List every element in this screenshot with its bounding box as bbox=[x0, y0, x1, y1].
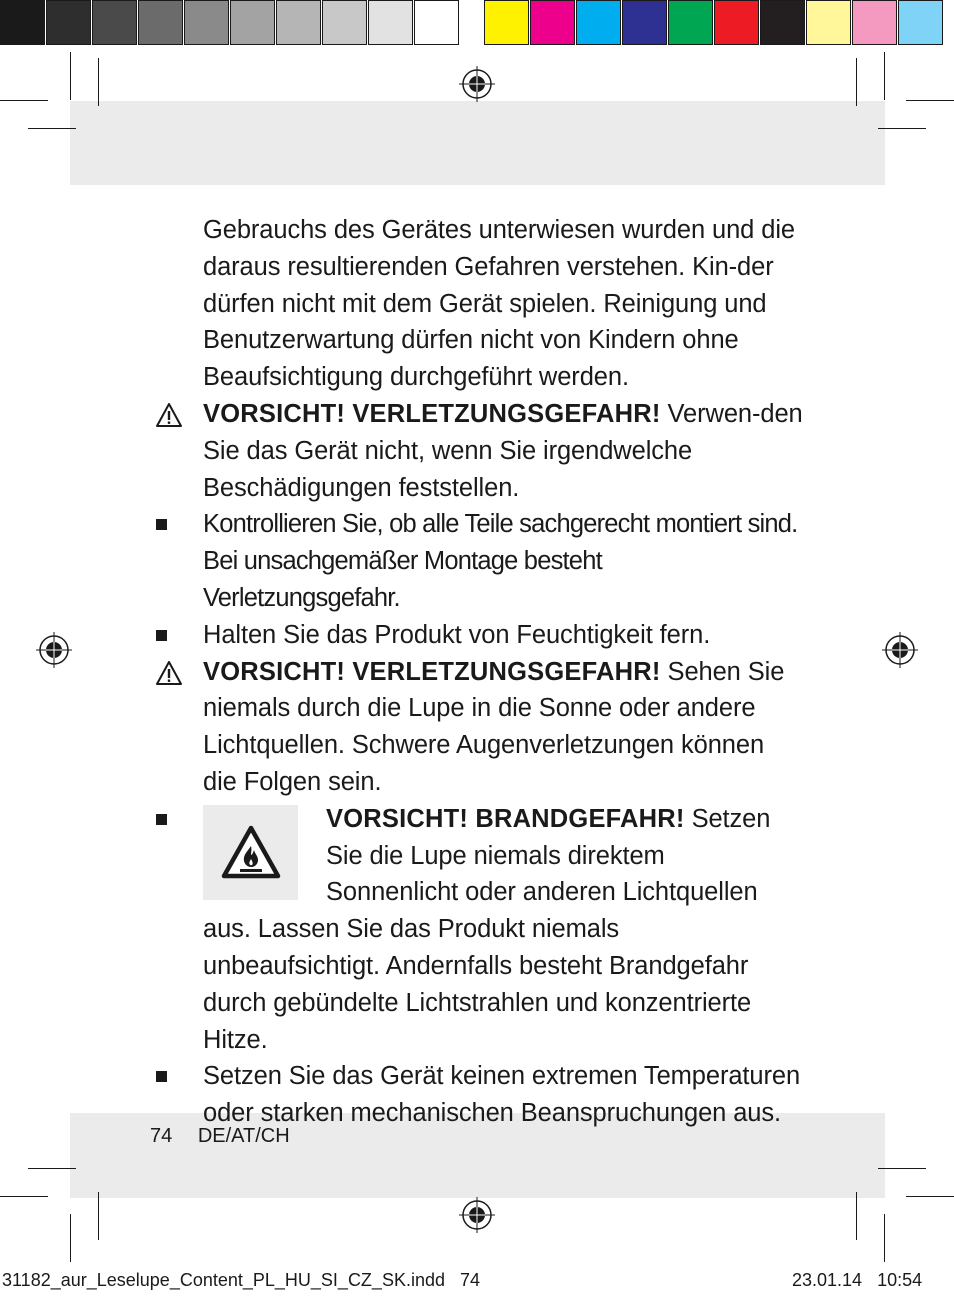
color-swatch bbox=[576, 0, 621, 45]
grayscale-color-bar bbox=[0, 0, 460, 50]
color-swatch bbox=[760, 0, 805, 45]
warning-text: Verwen-den Sie das Gerät nicht, wenn Sie irgendwelche Beschädigungen feststellen. bbox=[203, 399, 803, 502]
gray-swatch bbox=[138, 0, 183, 45]
bullet-text: Kontrollieren Sie, ob alle Teile sachgerecht montiert sind. Bei unsachgemäßer Montage besteht Verletzungsgefahr. bbox=[203, 510, 798, 612]
warning-injury-2 bbox=[203, 654, 803, 801]
region-label: DE/AT/CH bbox=[197, 1125, 290, 1147]
warning-heading: VORSICHT! VERLETZUNGSGEFAHR! bbox=[203, 399, 661, 428]
registration-mark-icon bbox=[36, 632, 72, 668]
fire-warning-heading: VORSICHT! BRANDGEFAHR! bbox=[326, 804, 685, 833]
crop-mark bbox=[98, 58, 99, 106]
crop-mark bbox=[884, 1214, 885, 1262]
registration-mark-icon bbox=[459, 1197, 495, 1233]
gray-swatch bbox=[414, 0, 459, 45]
bullet-item bbox=[203, 1058, 803, 1132]
color-swatch bbox=[530, 0, 575, 45]
crop-mark bbox=[28, 1168, 76, 1169]
bullet-item bbox=[203, 506, 803, 616]
color-swatch bbox=[714, 0, 759, 45]
registration-mark-icon bbox=[882, 632, 918, 668]
square-bullet-icon bbox=[156, 814, 167, 825]
warning-triangle-icon bbox=[155, 660, 183, 686]
gray-swatch bbox=[230, 0, 275, 45]
fire-warning-item bbox=[203, 801, 803, 1059]
crop-mark bbox=[878, 1168, 926, 1169]
color-swatch bbox=[622, 0, 667, 45]
slug-file-info: 31182_aur_Leselupe_Content_PL_HU_SI_CZ_SK.indd 74 bbox=[2, 1270, 481, 1290]
gray-swatch bbox=[92, 0, 137, 45]
crop-mark bbox=[0, 100, 48, 101]
warning-text: Sehen Sie niemals durch die Lupe in die Sonne oder andere Lichtquellen. Schwere Augenverletzungen können die Folgen sein. bbox=[203, 657, 785, 796]
color-swatch bbox=[484, 0, 529, 45]
warning-heading: VORSICHT! VERLETZUNGSGEFAHR! bbox=[203, 657, 661, 686]
crop-mark bbox=[878, 128, 926, 129]
manual-body bbox=[203, 212, 803, 1132]
crop-mark bbox=[856, 1192, 857, 1240]
crop-mark bbox=[884, 52, 885, 100]
fire-hazard-box bbox=[203, 805, 298, 900]
square-bullet-icon bbox=[156, 519, 167, 530]
process-color-bar bbox=[484, 0, 944, 50]
gray-swatch bbox=[276, 0, 321, 45]
registration-mark-icon bbox=[459, 66, 495, 102]
bullet-text: Setzen Sie das Gerät keinen extremen Temperaturen oder starken mechanischen Beanspruchungen aus. bbox=[203, 1062, 801, 1128]
bullet-text: Halten Sie das Produkt von Feuchtigkeit fern. bbox=[203, 620, 711, 649]
gray-swatch bbox=[322, 0, 367, 45]
crop-mark bbox=[98, 1192, 99, 1240]
fire-warning-text: Setzen Sie die Lupe niemals direktem Sonnenlicht oder anderen Lichtquellen aus. Lassen Sie das Produkt niemals unbeaufsichtigt. Andernfalls besteht Brandgefahr durch gebündelte Lichtstrahlen und konzentrierte Hitze. bbox=[203, 804, 771, 1054]
header-band bbox=[70, 101, 885, 185]
color-swatch bbox=[668, 0, 713, 45]
square-bullet-icon bbox=[156, 1071, 167, 1082]
gray-swatch bbox=[184, 0, 229, 45]
crop-mark bbox=[28, 128, 76, 129]
gray-swatch bbox=[46, 0, 91, 45]
crop-mark bbox=[856, 58, 857, 106]
page-number: 74 bbox=[150, 1125, 173, 1147]
page-footer bbox=[150, 1125, 290, 1148]
square-bullet-icon bbox=[156, 630, 167, 641]
crop-mark bbox=[906, 100, 954, 101]
intro-paragraph: Gebrauchs des Gerätes unterwiesen wurden und die daraus resultierenden Gefahren verstehen. Kin-der dürfen nicht mit dem Gerät spielen. Reinigung und Benutzerwartung dürfen nicht von Kindern ohne Beaufsichtigung durchgeführt werden. bbox=[203, 216, 795, 392]
crop-mark bbox=[70, 1214, 71, 1262]
crop-mark bbox=[70, 52, 71, 100]
slug-date-time: 23.01.14 10:54 bbox=[792, 1270, 923, 1290]
color-swatch bbox=[806, 0, 851, 45]
gray-swatch bbox=[0, 0, 45, 45]
crop-mark bbox=[906, 1196, 954, 1197]
crop-mark bbox=[0, 1196, 48, 1197]
bullet-item bbox=[203, 617, 803, 654]
color-swatch bbox=[852, 0, 897, 45]
warning-triangle-icon bbox=[155, 402, 183, 428]
gray-swatch bbox=[368, 0, 413, 45]
warning-injury-1 bbox=[203, 396, 803, 506]
color-swatch bbox=[898, 0, 943, 45]
fire-hazard-icon bbox=[220, 824, 282, 880]
